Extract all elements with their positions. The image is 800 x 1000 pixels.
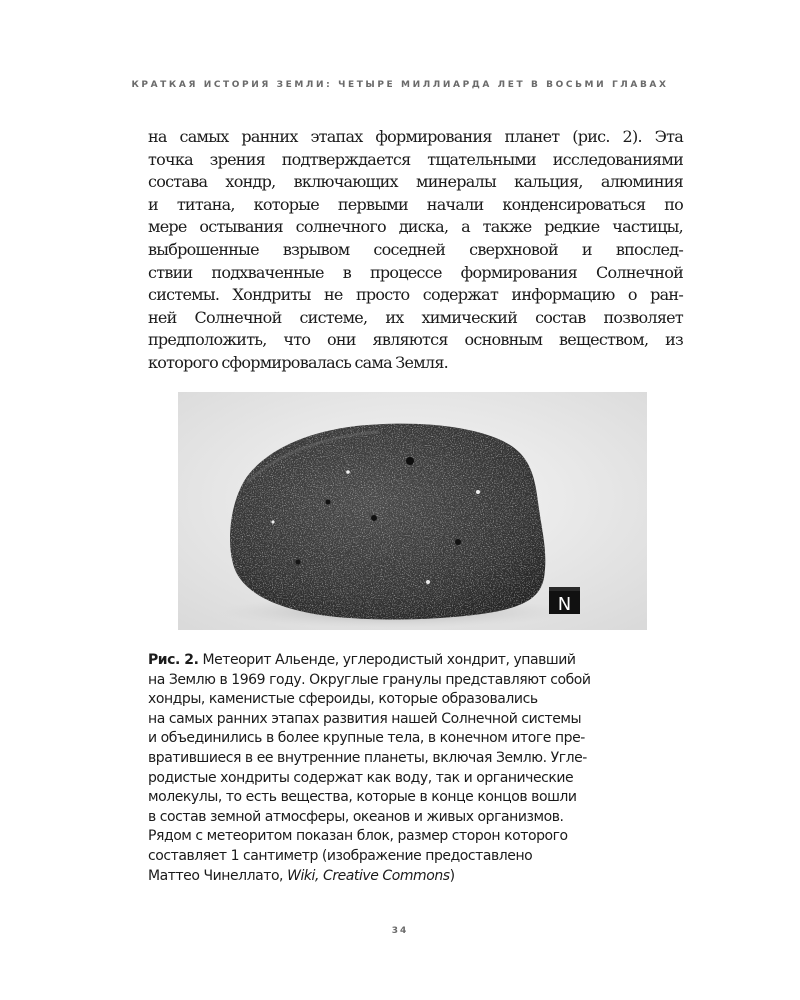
- credit-source: Wiki, Creative Commons: [287, 867, 450, 884]
- body-line: состава хондр, включающих минералы кальция, алюминия: [148, 172, 683, 192]
- body-line: системы. Хондриты не просто содержат информацию о ран-: [148, 285, 683, 305]
- caption-line: на самых ранних этапах развития нашей Солнечной системы: [148, 710, 582, 727]
- scale-cube-letter: N: [557, 594, 572, 615]
- caption-line: в состав земной атмосферы, океанов и живых организмов.: [148, 808, 564, 825]
- caption-line: составляет 1 сантиметр (изображение предоставлено: [148, 847, 533, 864]
- figure-label: Рис. 2.: [148, 652, 199, 668]
- meteorite-illustration: [178, 392, 647, 630]
- caption-line: Рядом с метеоритом показан блок, размер сторон которого: [148, 828, 568, 845]
- caption-line: хондры, каменистые сфероиды, которые образовались: [148, 691, 538, 708]
- caption-credit-line: [148, 867, 688, 887]
- caption-line: [148, 651, 688, 671]
- credit-prefix: Маттео Чинеллато,: [148, 867, 288, 884]
- body-line: которого сформировалась сама Земля.: [148, 352, 448, 372]
- body-line: и титана, которые первыми начали конденсироваться по: [148, 194, 683, 214]
- body-line: ствии подхваченные в процессе формирования Солнечной: [148, 262, 683, 282]
- scale-cube: [549, 587, 580, 615]
- page-number: 34: [391, 926, 409, 936]
- caption-line: молекулы, то есть вещества, которые в конце концов вошли: [148, 789, 577, 806]
- body-line: точка зрения подтверждается тщательными исследованиями: [148, 149, 683, 169]
- running-head: КРАТКАЯ ИСТОРИЯ ЗЕМЛИ: ЧЕТЫРЕ МИЛЛИАРДА ЛЕТ В ВОСЬМИ ГЛАВАХ: [131, 80, 669, 90]
- meteorite-photo: [178, 392, 647, 630]
- figure-caption: [148, 651, 688, 886]
- body-line: ней Солнечной системе, их химический состав позволяет: [148, 307, 683, 327]
- caption-line: и объединились в более крупные тела, в конечном итоге пре-: [148, 730, 585, 747]
- caption-line: родистые хондриты содержат как воду, так и органические: [148, 769, 574, 786]
- caption-line: вратившиеся в ее внутренние планеты, включая Землю. Угле-: [148, 749, 587, 766]
- caption-line: на Землю в 1969 году. Округлые гранулы представляют собой: [148, 671, 591, 688]
- body-paragraph: [148, 126, 683, 375]
- body-line: предположить, что они являются основным веществом, из: [148, 330, 683, 350]
- body-line: мере остывания солнечного диска, а также редкие частицы,: [148, 217, 683, 237]
- body-line: выброшенные взрывом соседней сверхновой и впослед-: [148, 239, 683, 259]
- caption-first-line: Метеорит Альенде, углеродистый хондрит, упавший: [198, 652, 576, 668]
- body-line: на самых ранних этапах формирования планет (рис. 2). Эта: [148, 127, 683, 146]
- credit-suffix: ): [449, 867, 455, 884]
